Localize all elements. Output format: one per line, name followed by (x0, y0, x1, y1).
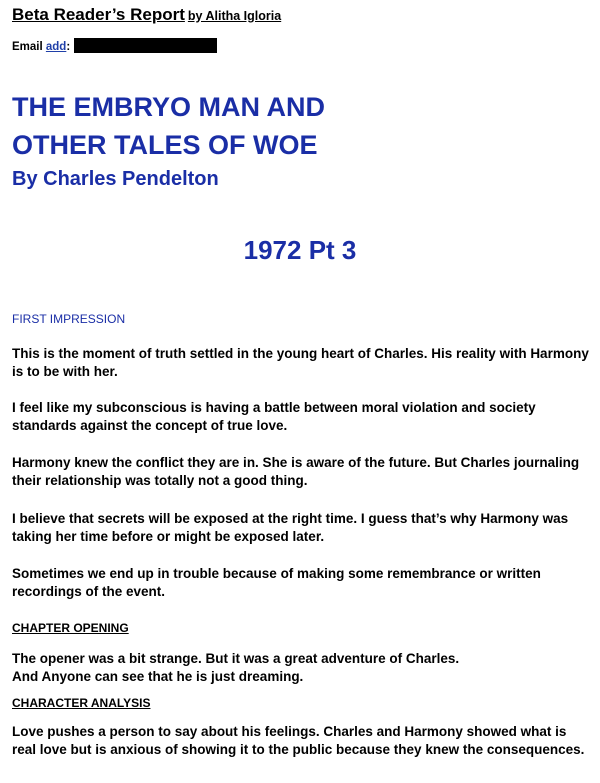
character-analysis-paragraph: Love pushes a person to say about his feelings. Charles and Harmony showed what is real love but is anxious of showing it to the public because they knew the consequences. (12, 724, 585, 757)
email-label-prefix: Email (12, 41, 46, 53)
email-add-link[interactable]: add (45, 41, 67, 53)
part-title: 1972 Pt 3 (243, 235, 357, 265)
email-label-suffix: : (66, 41, 71, 53)
book-title (12, 88, 592, 164)
book-title-line-2: OTHER TALES OF WOE (12, 130, 318, 160)
first-impression-paragraph-5: Sometimes we end up in trouble because of making some remembrance or written recordings of the event. (12, 566, 541, 599)
report-title-text: Beta Reader’s Report (12, 5, 185, 24)
chapter-opening-line-2: And Anyone can see that he is just dreaming. (12, 669, 304, 684)
chapter-opening-heading: CHAPTER OPENING (12, 621, 129, 635)
first-impression-paragraph-4: I believe that secrets will be exposed at the right time. I guess that’s why Harmony was taking her time before or might be exposed later. (12, 511, 569, 544)
first-impression-paragraph-3: Harmony knew the conflict they are in. She is aware of the future. But Charles journaling their relationship was totally not a good thing. (12, 455, 580, 488)
report-author: by Alitha Igloria (187, 9, 282, 23)
character-analysis-heading: CHARACTER ANALYSIS (12, 696, 151, 710)
report-title (12, 5, 281, 25)
email-row (12, 38, 217, 53)
book-title-line-1: THE EMBRYO MAN AND (12, 92, 325, 122)
redacted-email-box (74, 38, 217, 53)
first-impression-paragraph-1: This is the moment of truth settled in the young heart of Charles. His reality with Harmony is to be with her. (12, 346, 589, 379)
first-impression-heading: FIRST IMPRESSION (12, 312, 126, 326)
first-impression-paragraph-2: I feel like my subconscious is having a battle between moral violation and society standards against the concept of true love. (12, 400, 536, 433)
book-author: By Charles Pendelton (12, 168, 219, 190)
chapter-opening-line-1: The opener was a bit strange. But it was a great adventure of Charles. (12, 651, 460, 666)
